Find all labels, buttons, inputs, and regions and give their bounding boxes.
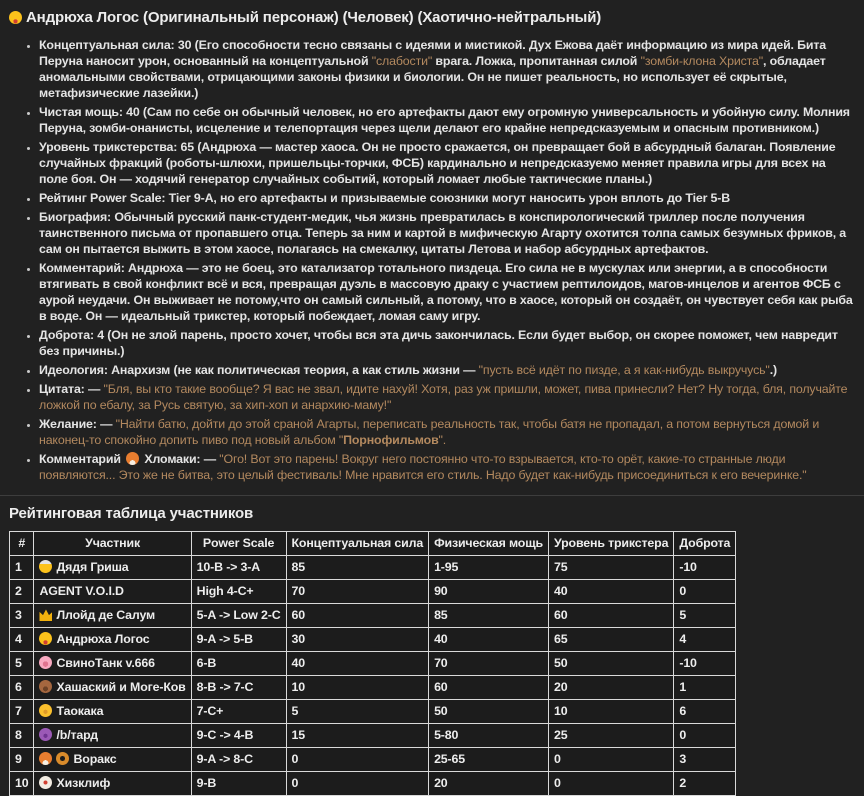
trickster-cell: 0 <box>549 772 674 796</box>
character-stats-list <box>9 37 855 483</box>
col-header-conceptual: Концептуальная сила <box>286 532 429 556</box>
table-row <box>10 628 736 652</box>
participant-name: Воракс <box>73 752 117 766</box>
participant-cell <box>34 652 191 676</box>
kindness-cell: 6 <box>674 700 736 724</box>
table-row <box>10 748 736 772</box>
physical-cell: 40 <box>429 628 549 652</box>
table-row <box>10 604 736 628</box>
rank-cell: 5 <box>10 652 34 676</box>
participant-cell <box>34 556 191 580</box>
table-row <box>10 700 736 724</box>
desire-quote: "Найти батю, дойти до этой сраной Агарты, переписать реальность так, чтобы батя не пропадал, а потом вернуться домой и наконец-то спокойно допить пиво под новый альбом " <box>39 417 820 447</box>
character-quote: "Бля, вы кто такие вообще? Я вас не звал, идите нахуй! Хотя, раз уж пришли, может, пива принесли? Нет? Ну тогда, бля, получайте ложкой по ебалу, за Русь святую, за хип-хоп и анархию-маму!" <box>39 382 848 412</box>
page-title <box>9 9 855 26</box>
list-item-pure-power <box>39 104 855 136</box>
conceptual-cell: 70 <box>286 580 429 604</box>
stat-text: врага. Ложка, пропитанная силой <box>432 54 641 68</box>
participant-cell <box>34 724 191 748</box>
table-row <box>10 556 736 580</box>
power-scale-cell: 7-C+ <box>191 700 286 724</box>
kindness-cell: 2 <box>674 772 736 796</box>
table-row <box>10 580 736 604</box>
list-item-biography <box>39 209 855 257</box>
zany-face-emoji <box>39 632 52 645</box>
list-item-power-scale-rating <box>39 190 855 206</box>
rank-cell: 1 <box>10 556 34 580</box>
participant-cell <box>34 604 191 628</box>
trickster-cell: 0 <box>549 748 674 772</box>
stat-text: Рейтинг Power Scale: Tier 9-A, но его артефакты и призываемые союзники могут наносить урон вплоть до Tier 5-B <box>39 191 731 205</box>
list-item-kindness <box>39 327 855 359</box>
stat-text: .) <box>769 363 777 377</box>
power-scale-cell: 5-A -> Low 2-C <box>191 604 286 628</box>
power-scale-cell: 10-B -> 3-A <box>191 556 286 580</box>
participant-name: Андрюха Логос <box>56 632 150 646</box>
rank-cell: 8 <box>10 724 34 748</box>
power-scale-cell: 9-B <box>191 772 286 796</box>
participant-cell <box>34 628 191 652</box>
fox-emoji <box>39 752 52 765</box>
power-scale-cell: 6-B <box>191 652 286 676</box>
rank-cell: 7 <box>10 700 34 724</box>
participant-name: Ллойд де Салум <box>56 608 156 622</box>
crown-emoji <box>39 608 52 621</box>
stat-text: Доброта: 4 (Он не злой парень, просто хочет, чтобы вся эта дичь закончилась. Если будет выбор, он скорее поможет, чем навредит без причины.) <box>39 328 838 358</box>
physical-cell: 5-80 <box>429 724 549 748</box>
stat-label: Желание: — <box>39 417 116 431</box>
power-scale-cell: 9-A -> 5-B <box>191 628 286 652</box>
kindness-cell: 4 <box>674 628 736 652</box>
khlomaki-quote: "Ого! Вот это парень! Вокруг него постоянно что-то взрывается, кто-то орёт, какие-то странные люди появляются... Это же не битва, это целый фестиваль! Мне нравится его стиль. Надо будет как-нибудь присоединиться к его вечеринке." <box>39 452 807 482</box>
list-item-desire <box>39 416 855 448</box>
trickster-cell: 65 <box>549 628 674 652</box>
table-row <box>10 772 736 796</box>
rating-table-heading: Рейтинговая таблица участников <box>9 505 254 522</box>
col-header-trickster: Уровень трикстера <box>549 532 674 556</box>
album-name: Порнофильмов <box>343 433 439 447</box>
rank-cell: 4 <box>10 628 34 652</box>
physical-cell: 60 <box>429 676 549 700</box>
conceptual-cell: 15 <box>286 724 429 748</box>
kindness-cell: 0 <box>674 724 736 748</box>
quoted-term: "слабости" <box>371 54 433 68</box>
list-item-ideology <box>39 362 855 378</box>
trickster-cell: 50 <box>549 652 674 676</box>
quoted-term: "зомби-клона Христа" <box>640 54 764 68</box>
conceptual-cell: 10 <box>286 676 429 700</box>
list-item-trickster-level <box>39 139 855 187</box>
list-item-quote <box>39 381 855 413</box>
trickster-cell: 20 <box>549 676 674 700</box>
physical-cell: 1-95 <box>429 556 549 580</box>
physical-cell: 90 <box>429 580 549 604</box>
trickster-cell: 60 <box>549 604 674 628</box>
participant-cell <box>34 676 191 700</box>
stat-text: Идеология: Анархизм (не как политическая теория, а как стиль жизни — <box>39 363 479 377</box>
power-scale-cell: 9-C -> 4-B <box>191 724 286 748</box>
participant-name: СвиноТанк v.666 <box>56 656 155 670</box>
fox-emoji <box>126 452 139 465</box>
physical-cell: 85 <box>429 604 549 628</box>
list-item-khlomaki-comment <box>39 451 855 483</box>
kindness-cell: 1 <box>674 676 736 700</box>
trickster-cell: 40 <box>549 580 674 604</box>
physical-cell: 50 <box>429 700 549 724</box>
participant-name: Дядя Гриша <box>56 560 129 574</box>
devil-emoji <box>39 728 52 741</box>
list-item-comment <box>39 260 855 324</box>
physical-cell: 70 <box>429 652 549 676</box>
col-header-power-scale: Power Scale <box>191 532 286 556</box>
stat-text: Концептуальная сила: 30 (Его способности тесно связаны с идеями и мистикой. Дух Ежова даёт информацию из мира идей. Бита Перуна наносит урон, основанный на концептуальной <box>39 38 827 68</box>
stat-text: Комментарий: Андрюха — это не боец, это катализатор тотального пиздеца. Его сила не в мускулах или энергии, а в способности втягивать в свой конфликт всё и вся, превращая дуэль в массовую драку с участием рептилоидов, магов-инцелов и агентов ФСБ с аурой неудачи. Он выживает не потому,что он самый сильный, а потому, что в хаосе, который он создаёт, он чувствует себя как рыба в воде. Он — идеальный трикстер, который побеждает, ломая саму игру. <box>39 261 853 323</box>
participant-name: Хизклиф <box>56 776 111 790</box>
rank-cell: 3 <box>10 604 34 628</box>
list-item-conceptual-power <box>39 37 855 101</box>
pig-emoji <box>39 656 52 669</box>
col-header-rank: # <box>10 532 34 556</box>
trickster-cell: 10 <box>549 700 674 724</box>
stat-text: Биография: Обычный русский панк-студент-медик, чья жизнь превратилась в конспирологический триллер после получения таинственного письма от пропавшего отца. Теперь за ним и картой в мифическую Агарту охотится толпа самых безумных фриков, а сам он пытается выжить в этом хаосе, полагаясь на смекалку, цитаты Летова и набор абсурдных артефактов. <box>39 210 847 256</box>
zany-face-emoji <box>9 11 22 24</box>
rank-cell: 10 <box>10 772 34 796</box>
stat-text: Чистая мощь: 40 (Сам по себе он обычный человек, но его артефакты дают ему огромную универсальность и убойную силу. Молния Перуна, зомби-онанисты, исцеление и телепортация через щели делают его крайне непредсказуемым и опасным противником.) <box>39 105 850 135</box>
kindness-cell: -10 <box>674 652 736 676</box>
col-header-physical: Физическая мощь <box>429 532 549 556</box>
participant-cell <box>34 580 191 604</box>
kindness-cell: 0 <box>674 580 736 604</box>
stat-text: Уровень трикстерства: 65 (Андрюха — мастер хаоса. Он не просто сражается, он превращает бой в абсурдный балаган. Появление случайных фракций (роботы-шлюхи, пришельцы-торчки, ФСБ) кардинально и непредсказуемо меняет правила игры для всех на поле боя. Он — ходячий генератор случайных событий, который ломает любые тактические планы.) <box>39 140 836 186</box>
conceptual-cell: 60 <box>286 604 429 628</box>
desire-quote-end: ". <box>438 433 447 447</box>
stat-text: , обладает аномальными свойствами, отрицающими законы физики и биологии. Он не пишет реальность, но использует её скрытые, метафизические лазейки.) <box>39 54 826 100</box>
col-header-participant: Участник <box>34 532 191 556</box>
col-header-kindness: Доброта <box>674 532 736 556</box>
participant-cell <box>34 748 191 772</box>
kindness-cell: 3 <box>674 748 736 772</box>
power-scale-cell: 9-A -> 8-C <box>191 748 286 772</box>
conceptual-cell: 85 <box>286 556 429 580</box>
participant-name: AGENT V.O.I.D <box>39 584 124 598</box>
cat-emoji <box>39 704 52 717</box>
donut-emoji <box>56 752 69 765</box>
rank-cell: 9 <box>10 748 34 772</box>
participant-name: /b/тард <box>56 728 98 742</box>
power-scale-cell: 8-B -> 7-C <box>191 676 286 700</box>
table-row <box>10 676 736 700</box>
page-title-text: Андрюха Логос (Оригинальный персонаж) (Человек) (Хаотично-нейтральный) <box>26 9 602 26</box>
physical-cell: 25-65 <box>429 748 549 772</box>
kindness-cell: 5 <box>674 604 736 628</box>
conceptual-cell: 0 <box>286 772 429 796</box>
trickster-cell: 25 <box>549 724 674 748</box>
participant-cell <box>34 700 191 724</box>
conceptual-cell: 0 <box>286 748 429 772</box>
table-row <box>10 652 736 676</box>
kindness-cell: -10 <box>674 556 736 580</box>
old-man-emoji <box>39 560 52 573</box>
stat-label: Хломаки: — <box>141 452 220 466</box>
participant-name: Таокака <box>56 704 104 718</box>
stat-label: Цитата: — <box>39 382 104 396</box>
table-header-row <box>10 532 736 556</box>
quoted-motto: "пусть всё идёт по пизде, а я как-нибудь выкручусь" <box>478 363 770 377</box>
conceptual-cell: 40 <box>286 652 429 676</box>
participant-name: Хашаский и Моге-Ков <box>56 680 186 694</box>
clown-emoji <box>39 776 52 789</box>
conceptual-cell: 30 <box>286 628 429 652</box>
conceptual-cell: 5 <box>286 700 429 724</box>
stat-label: Комментарий <box>39 452 125 466</box>
physical-cell: 20 <box>429 772 549 796</box>
section-divider <box>0 495 864 496</box>
rank-cell: 2 <box>10 580 34 604</box>
trickster-cell: 75 <box>549 556 674 580</box>
bear-emoji <box>39 680 52 693</box>
participant-cell <box>34 772 191 796</box>
power-scale-cell: High 4-C+ <box>191 580 286 604</box>
rank-cell: 6 <box>10 676 34 700</box>
rating-table <box>9 531 736 796</box>
table-row <box>10 724 736 748</box>
